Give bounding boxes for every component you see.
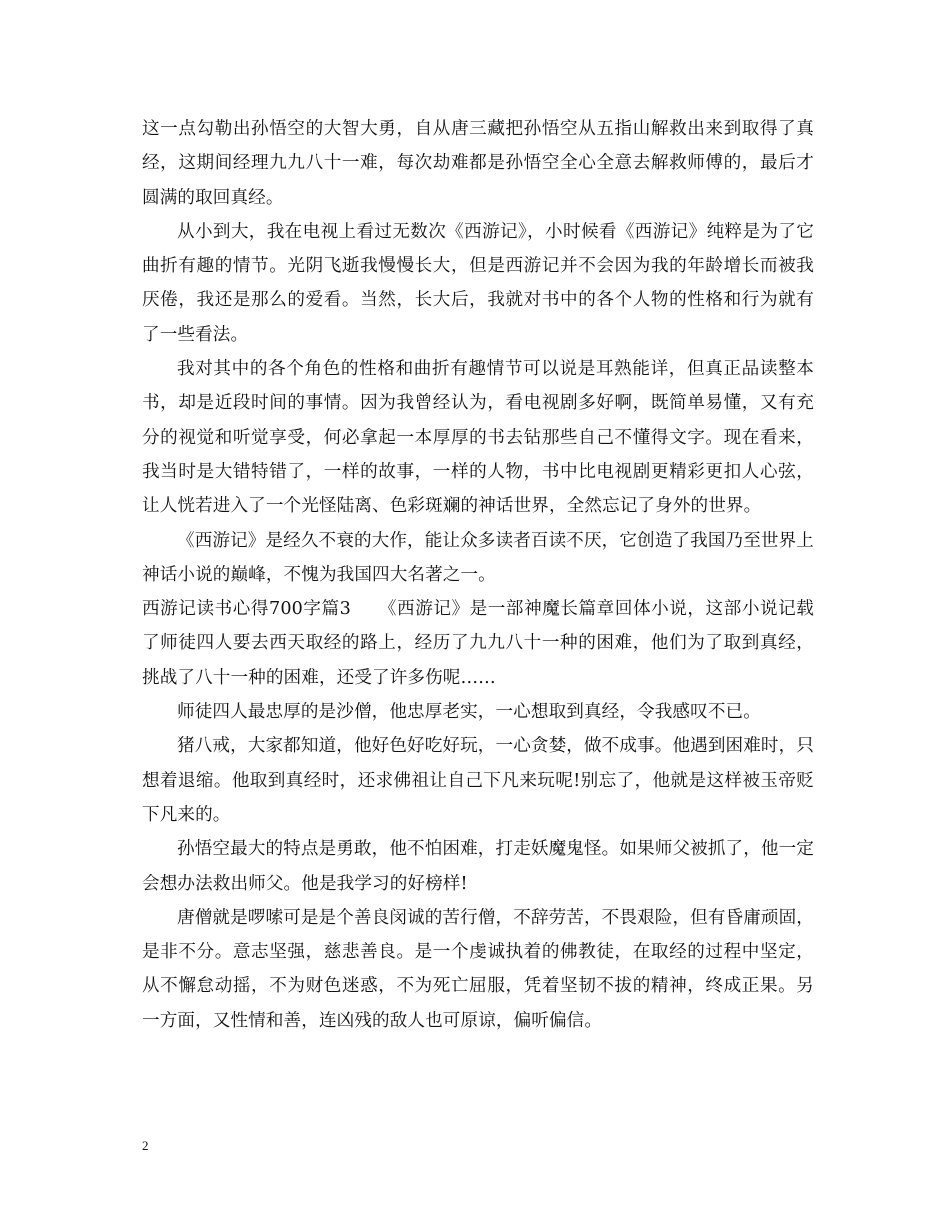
paragraph-6: 师徒四人最忠厚的是沙僧，他忠厚老实，一心想取到真经，令我感叹不已。	[177, 702, 761, 723]
paragraph-1: 这一点勾勒出孙悟空的大智大勇，自从唐三藏把孙悟空从五指山解救出来到取得了真经，这期间经理九九八十一难，每次劫难都是孙悟空全心全意去解救师傅的，最后才圆满的取回真经。	[142, 119, 814, 208]
paragraph-2: 从小到大，我在电视上看过无数次《西游记》，小时候看《西游记》纯粹是为了它曲折有趣的情节。光阴飞逝我慢慢长大，但是西游记并不会因为我的年龄增长而被我厌倦，我还是那么的爱看。当然，长大后，我就对书中的各个人物的性格和行为就有了一些看法。	[142, 221, 814, 345]
paragraph-8: 孙悟空最大的特点是勇敢，他不怕困难，打走妖魔鬼怪。如果师父被抓了，他一定会想办法救出师父。他是我学习的好榜样!	[142, 839, 814, 894]
paragraph-3: 我对其中的各个角色的性格和曲折有趣情节可以说是耳熟能详，但真正品读整本书，却是近段时间的事情。因为我曾经认为，看电视剧多好啊，既简单易懂，又有充分的视觉和听觉享受，何必拿起一本厚厚的书去钻那些自己不懂得文字。现在看来，我当时是大错特错了，一样的故事，一样的人物，书中比电视剧更精彩更扣人心弦，让人恍若进入了一个光怪陆离、色彩斑斓的神话世界，全然忘记了身外的世界。	[142, 359, 814, 517]
paragraph-9: 唐僧就是啰嗦可是是个善良闵诚的苦行僧，不辞劳苦，不畏艰险，但有昏庸顽固，是非不分。意志坚强，慈悲善良。是一个虔诚执着的佛教徒，在取经的过程中坚定，从不懈怠动摇，不为财色迷惑，不为死亡屈服，凭着坚韧不拔的精神，终成正果。另一方面，又性情和善，连凶残的敌人也可原谅，偏听偏信。	[142, 907, 814, 1031]
paragraph-5: 西游记读书心得700字篇3 《西游记》是一部神魔长篇章回体小说，这部小说记载了师徒四人要去西天取经的路上，经历了九九八十一种的困难，他们为了取到真经，挑战了八十一种的困难，还受了许多伤呢……	[142, 599, 814, 688]
paragraph-7: 猪八戒，大家都知道，他好色好吃好玩，一心贪婪，做不成事。他遇到困难时，只想着退缩。他取到真经时，还求佛祖让自己下凡来玩呢!别忘了，他就是这样被玉帝贬下凡来的。	[142, 736, 814, 825]
document-body	[142, 112, 814, 1038]
paragraph-4: 《西游记》是经久不衰的大作，能让众多读者百读不厌，它创造了我国乃至世界上神话小说的巅峰，不愧为我国四大名著之一。	[142, 530, 814, 585]
page-number: 2	[142, 1138, 149, 1153]
